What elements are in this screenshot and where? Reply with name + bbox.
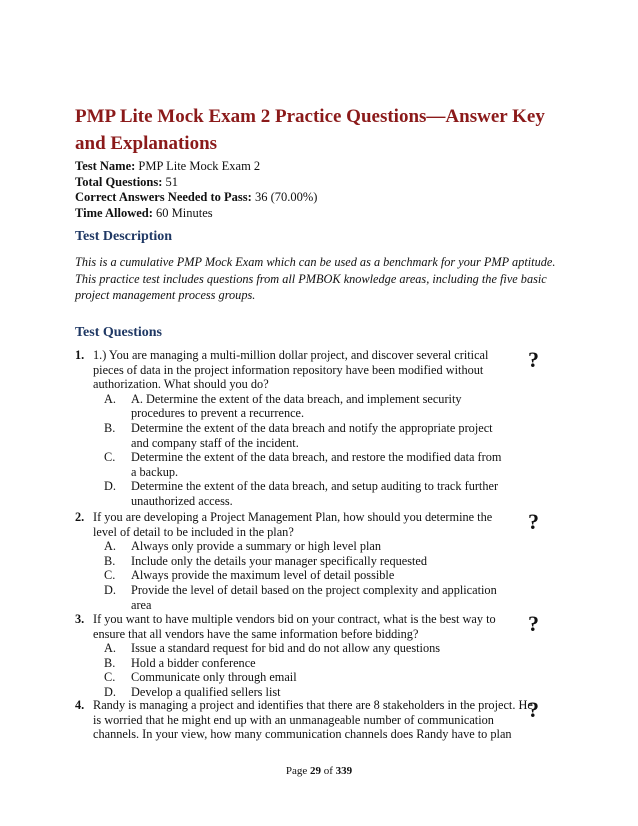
answer-option[interactable]: B. Include only the details your manager specifically requested: [104, 553, 428, 568]
question-help-icon[interactable]: ?: [528, 697, 539, 722]
answer-option[interactable]: D. Develop a qualified sellers list: [104, 684, 281, 699]
description-text: This is a cumulative PMP Mock Exam which can be used as a benchmark for your PMP aptitude. This practice test includes questions from all PMBOK knowledge areas, including the five basic project management process groups.: [75, 255, 556, 302]
question-number: 4.: [75, 698, 85, 712]
question-text: Randy is managing a project and identifies that there are 8 stakeholders in the project. He is worried that he might end up with an unmanageable number of communication channels. In your view, how many communication channels does Randy have to plan: [93, 698, 533, 742]
question-4: [75, 698, 555, 742]
question-text: If you are developing a Project Management Plan, how should you determine the level of detail to be included in the plan?: [93, 510, 493, 539]
answer-option[interactable]: C. Communicate only through email: [104, 670, 297, 685]
answer-options: [75, 392, 555, 509]
question-2: [75, 510, 555, 612]
meta-time-allowed: Time Allowed: 60 Minutes: [75, 205, 213, 220]
question-number: 3.: [75, 612, 85, 626]
question-number: 1.: [75, 348, 85, 362]
meta-test-name: Test Name: PMP Lite Mock Exam 2: [75, 159, 261, 173]
answer-option[interactable]: A. Issue a standard request for bid and do not allow any questions: [104, 641, 441, 656]
answer-options: [75, 641, 555, 699]
question-help-icon[interactable]: ?: [528, 347, 539, 372]
answer-options: [75, 539, 555, 612]
answer-option[interactable]: D. Determine the extent of the data breach, and setup auditing to track further unauthorized access.: [104, 479, 499, 508]
question-help-icon[interactable]: ?: [528, 611, 539, 636]
answer-option[interactable]: B. Hold a bidder conference: [104, 655, 256, 670]
answer-option[interactable]: B. Determine the extent of the data breach and notify the appropriate project and company staff of the incident.: [104, 420, 493, 450]
question-help-icon[interactable]: ?: [528, 509, 539, 534]
answer-option[interactable]: C. Determine the extent of the data breach, and restore the modified data from a backup.: [104, 450, 502, 479]
question-text: 1.) You are managing a multi-million dollar project, and discover several critical pieces of data in the project information repository have been modified without authorization. What should you do?: [93, 348, 489, 392]
page-title: PMP Lite Mock Exam 2 Practice Questions—Answer Key and Explanations: [75, 106, 545, 154]
question-text: If you want to have multiple vendors bid on your contract, what is the best way to ensure that all vendors have the same information before bidding?: [93, 612, 496, 641]
question-number: 2.: [75, 510, 85, 524]
answer-option[interactable]: D. Provide the level of detail based on the project complexity and application area: [104, 582, 497, 612]
answer-option[interactable]: C. Always provide the maximum level of detail possible: [104, 568, 395, 583]
question-3: [75, 612, 555, 700]
meta-total-questions: Total Questions: 51: [75, 174, 179, 189]
test-metadata: [75, 159, 317, 221]
questions-heading: Test Questions: [75, 325, 163, 340]
description-heading: Test Description: [75, 229, 173, 244]
answer-option[interactable]: A. Always only provide a summary or high level plan: [104, 539, 381, 554]
meta-pass-requirement: Correct Answers Needed to Pass: 36 (70.00%): [75, 190, 318, 204]
answer-option[interactable]: A. A. Determine the extent of the data breach, and implement security procedures to prevent a recurrence.: [104, 391, 462, 421]
page-number-footer: Page 29 of 339: [285, 765, 353, 777]
question-1: [75, 348, 555, 509]
